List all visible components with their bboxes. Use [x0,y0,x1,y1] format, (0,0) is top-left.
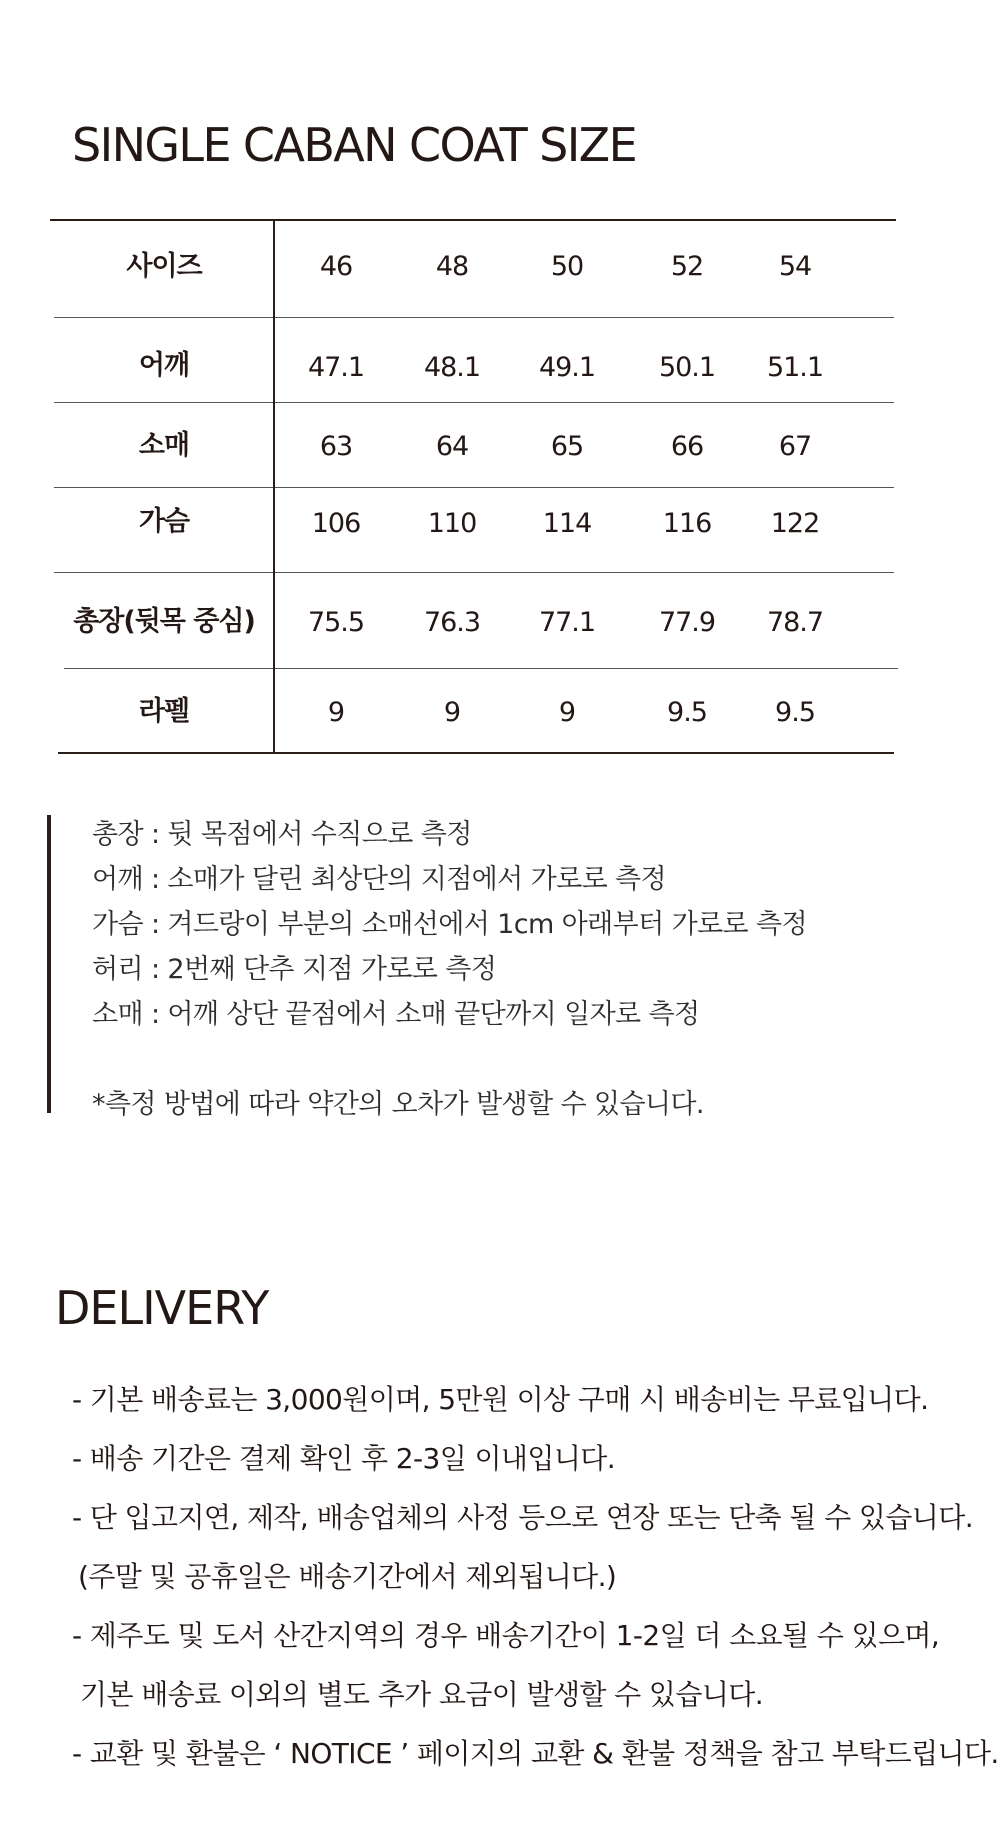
delivery-line: - 기본 배송료는 3,000원이며, 5만원 이상 구매 시 배송비는 무료입니다. [72,1383,929,1416]
note-line: 가슴 : 겨드랑이 부분의 소매선에서 1cm 아래부터 가로로 측정 [92,909,807,940]
table-cell: 9.5 [667,697,707,728]
note-line: 총장 : 뒷 목점에서 수직으로 측정 [92,819,472,850]
table-cell: 63 [319,431,353,462]
row-label-total-length: 총장(뒷목 중심) [73,606,255,637]
row-divider [54,572,894,573]
size-50: 50 [550,251,584,282]
measure-disclaimer: *측정 방법에 따라 약간의 오차가 발생할 수 있습니다. [92,1089,704,1120]
table-cell: 76.3 [423,607,481,638]
table-cell: 77.1 [538,607,596,638]
delivery-line: - 교환 및 환불은 ‘ NOTICE ’ 페이지의 교환 & 환불 정책을 참고 부탁드립니다. [72,1737,999,1770]
table-cell: 66 [670,431,704,462]
table-cell: 9.5 [775,697,815,728]
table-bottom-rule [58,752,894,754]
row-label-shoulder: 어깨 [138,350,190,381]
table-cell: 106 [311,508,361,539]
row-divider [54,402,894,403]
note-line: 소매 : 어깨 상단 끝점에서 소매 끝단까지 일자로 측정 [92,999,700,1030]
table-top-rule [50,219,896,221]
row-divider [64,668,898,669]
table-cell: 116 [662,508,712,539]
row-divider [54,317,894,318]
table-cell: 9 [558,697,576,728]
table-cell: 65 [550,431,584,462]
row-label-sleeve: 소매 [138,430,190,461]
size-chart-title: SINGLE CABAN COAT SIZE [72,118,637,172]
delivery-line: - 배송 기간은 결제 확인 후 2-3일 이내입니다. [72,1442,616,1475]
table-cell: 122 [770,508,820,539]
note-line: 허리 : 2번째 단추 지점 가로로 측정 [92,954,497,985]
row-label-chest: 가슴 [138,506,190,537]
table-cell: 9 [443,697,461,728]
table-cell: 51.1 [766,352,824,383]
size-52: 52 [670,251,704,282]
size-48: 48 [435,251,469,282]
row-label-lapel: 라펠 [138,696,190,727]
delivery-line: 기본 배송료 이외의 별도 추가 요금이 발생할 수 있습니다. [80,1678,764,1711]
table-cell: 47.1 [307,352,365,383]
header-label: 사이즈 [126,251,202,282]
table-cell: 114 [542,508,592,539]
label-column-separator [273,219,275,753]
row-divider [54,487,894,488]
delivery-line: - 단 입고지연, 제작, 배송업체의 사정 등으로 연장 또는 단축 될 수 있습니다. [72,1501,974,1534]
notes-accent-bar [47,815,51,1113]
table-cell: 49.1 [538,352,596,383]
table-cell: 67 [778,431,812,462]
note-line: 어깨 : 소매가 달린 최상단의 지점에서 가로로 측정 [92,864,667,895]
table-cell: 75.5 [307,607,365,638]
table-cell: 110 [427,508,477,539]
table-cell: 78.7 [766,607,824,638]
table-cell: 64 [435,431,469,462]
table-cell: 48.1 [423,352,481,383]
size-46: 46 [319,251,353,282]
delivery-line: (주말 및 공휴일은 배송기간에서 제외됩니다.) [78,1560,617,1593]
delivery-line: - 제주도 및 도서 산간지역의 경우 배송기간이 1-2일 더 소요될 수 있으며, [72,1619,940,1652]
table-cell: 9 [327,697,345,728]
table-cell: 77.9 [658,607,716,638]
size-54: 54 [778,251,812,282]
table-cell: 50.1 [658,352,716,383]
delivery-title: DELIVERY [55,1281,269,1335]
